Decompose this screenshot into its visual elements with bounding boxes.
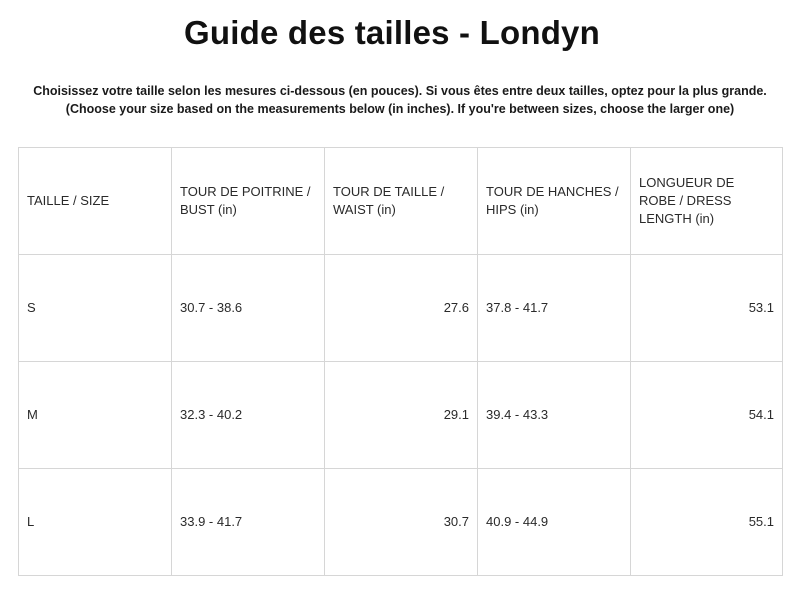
table-row [19, 255, 783, 362]
cell-dress-length: 55.1 [631, 469, 783, 576]
page-title: Guide des tailles - Londyn [184, 14, 600, 51]
header-bust: TOUR DE POITRINE / BUST (in) [172, 148, 325, 255]
cell-waist: 29.1 [325, 362, 478, 469]
cell-bust: 33.9 - 41.7 [172, 469, 325, 576]
cell-waist: 27.6 [325, 255, 478, 362]
cell-size: S [19, 255, 172, 362]
cell-waist: 30.7 [325, 469, 478, 576]
intro-text [0, 82, 800, 118]
cell-dress-length: 53.1 [631, 255, 783, 362]
table-row [19, 469, 783, 576]
header-waist: TOUR DE TAILLE / WAIST (in) [325, 148, 478, 255]
cell-bust: 32.3 - 40.2 [172, 362, 325, 469]
cell-size: L [19, 469, 172, 576]
cell-dress-length: 54.1 [631, 362, 783, 469]
cell-size: M [19, 362, 172, 469]
cell-hips: 39.4 - 43.3 [478, 362, 631, 469]
table-row [19, 362, 783, 469]
cell-hips: 37.8 - 41.7 [478, 255, 631, 362]
size-chart-table [18, 147, 783, 576]
table-header-row [19, 148, 783, 255]
header-dress-length: LONGUEUR DE ROBE / DRESS LENGTH (in) [631, 148, 783, 255]
intro-french: Choisissez votre taille selon les mesures ci-dessous (en pouces). Si vous êtes entre deux tailles, optez pour la plus grande. [33, 84, 767, 98]
header-hips: TOUR DE HANCHES / HIPS (in) [478, 148, 631, 255]
cell-bust: 30.7 - 38.6 [172, 255, 325, 362]
intro-english: (Choose your size based on the measurements below (in inches). If you're between sizes, choose the larger one) [65, 102, 735, 116]
cell-hips: 40.9 - 44.9 [478, 469, 631, 576]
header-size: TAILLE / SIZE [19, 148, 172, 255]
